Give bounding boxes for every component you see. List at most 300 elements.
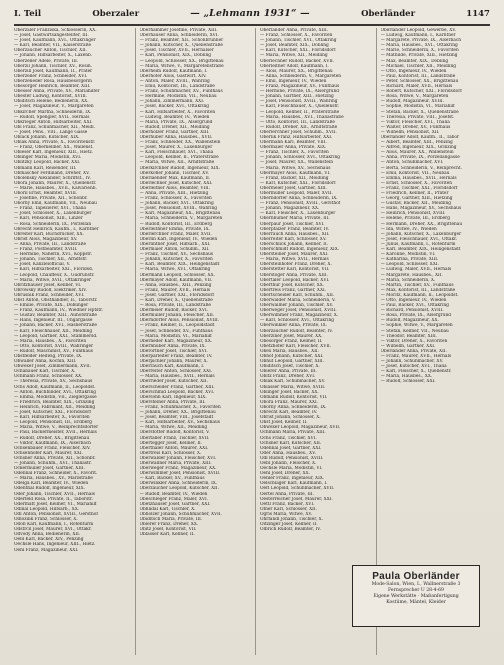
directory-entry: Obierer Anna, Private, III. [260,369,317,375]
directory-entry: Obermann Leopold, Schlosser, XX. [139,272,215,278]
directory-entry: Ofner Karl, Schlosser, XII. [260,506,317,512]
directory-entry: Oberortner Josef, Tischler, XVI. [139,348,208,354]
directory-entry: — Karl, Hilfsarbeiter, X., Favoriten [139,109,216,115]
directory-entry: — Viktor, Kaufmann, IX., Alserbach [14,440,91,446]
directory-entry: — Franz, Oberkellner, XX., Wallenst. [14,145,94,151]
directory-entry: — Leopold, Schlosser, XXI. [380,262,439,268]
directory-entry: Oberthür Josef, Kutscher, XX. [260,282,325,288]
directory-entry: — Ludwig, Kaufmann, I., Kärntner [380,33,456,39]
directory-entry: — Johann, Dreher, XX., Brigittenau [139,410,216,416]
directory-entry: Oberleithner Emma, Private, IX. [139,226,210,232]
directory-entry: — Franz, Schneider, XX., Wallenstein [139,140,221,146]
directory-entry: Obmann Karl, Reisender, III. [14,165,77,171]
directory-entry: Obst Anton, Obsthändler, II., Taborstr. [14,297,98,303]
directory-entry: — Johann, Schlosser, XVI., Ottakring [260,155,340,161]
directory-entry: — Karl, Pensionist, XIII., Linzer [14,216,83,222]
directory-entry: — Franz, Tischler, XXI., Floridsdorf [380,185,458,191]
directory-entry: Obierer Franz, Dreher, XX. [139,522,199,528]
directory-entry: Oberlechner Josef, Kutscher, XXI. [139,180,213,186]
directory-entry: Obora Franz, Maurer, XXI. [260,399,319,405]
directory-entry: Obersteiner Josef, Maurer, XXI. [260,252,329,258]
directory-entry: — Maria, Hausbes., XX. [380,374,433,380]
directory-entry: Obholzer Johann, Schuhmacher, XVII. [139,511,222,517]
directory-entry: — Richard, Maler, XVII., Hernals [380,84,453,90]
directory-entry: — Karl, Hilfsarbeiter, X., Favoriten [14,415,90,421]
directory-entry: — Karl, Beamter, VII., Kaiserstraße [14,43,92,49]
directory-entry: — Karl, Dreher, X., Quellenstraße [139,297,213,303]
directory-entry: Obermeier Rudolf, Bäcker, XVI. [139,308,209,314]
directory-entry: — Maria, Witwe, XVII., Ottakringer [14,277,92,283]
directory-entry: — Otto, Ingenieur, IV., Wieden [380,297,447,303]
directory-entry: Oberziner Josef, Maurer, XX. [260,333,323,339]
directory-entry: Obermüller Johann, Fleischer, XII. [139,313,215,319]
directory-entry: — Emil, Kontorist, VII., Neubau [380,170,450,176]
directory-entry: — Rudolf, Spengler, XVII., Hernals [14,114,90,120]
directory-entry: Oettl Franz, Bäcker, XVI. [260,501,315,507]
directory-entry: — Johann, Kutscher, X., Quellenstraße [139,43,223,49]
directory-entry: Obermayer Alois, Kaufmann, VI. [260,170,331,176]
directory-entry: — Franz, Kellner, II., Leopoldstadt [139,323,215,329]
advertisement-box [352,565,480,627]
directory-entry: Odehnal Josef, Gärtner, XXI. [260,445,322,451]
directory-entry: Oborny Emil, Kaufmann, VII., Neubau [14,201,97,207]
directory-entry: — Alois, Maurer, XX., Wallenstein [380,150,454,156]
directory-entry: — Alfred, Ingenieur, XIX., Grinzing [380,145,457,151]
directory-entry: Oberlaender Max, Kaufmann, II. [139,175,211,181]
directory-entry: Obmann Rudolf, Kontorist, VII. [260,394,328,400]
directory-entry: Obrecht Karl, Beamter, IV. [260,410,318,416]
directory-entry: Ochsenhofer Karl, Maurer, XXI. [14,450,83,456]
directory-entry: — Stefan, Bäcker, X., Quellenstraße [380,109,459,115]
directory-entry: — Josefine, Private, XII., Schönbr. [14,196,88,202]
directory-entry: — Albert, Beamter, XIII., Penzing [380,140,453,146]
advertisement-line: Mode-Salon, Wien, I., Wallnerstraße 3 [371,582,461,587]
directory-entry: — Johann, Hilfsarbeiter, X., Laxenb. [14,53,93,59]
directory-entry: Oberhofer Alois, Gastwirt, XIV. [139,73,207,79]
directory-entry: Odermatt Josef, Kellner, VI., Mariahilf [14,501,97,507]
directory-entry: Ockermüller Josef, Gärtner, XIII. [14,466,85,472]
directory-entry: — Josef, Maurer, X., Laxenburger [139,145,213,151]
directory-entry: — Karl, Kutscher, XXI., Floridsdorf [260,48,336,54]
directory-entry: Obermann Karl, Beamter, VIII. [260,140,327,146]
directory-entry: — Ernst, Schlosser, X., Favoriten [380,180,453,186]
directory-entry: Oberschmidt Rudolf, Ingenieur, XIX. [260,247,340,253]
header-rule [14,24,490,26]
directory-entry: — Maria, Witwe, V., Reinprechtsdorfer [14,425,99,431]
directory-entry: — Maria, Hausbes., XVI., Thaliastraße [260,114,344,120]
directory-entry: Oberzaucher Anton, Tischler, XII. [14,48,87,54]
column-1 [14,28,129,655]
directory-entry: — Josef, Pensionist, XVIII., Währing [260,99,338,105]
directory-entry: — Johann, Bäcker, XVI., Hasnerstraße [14,323,97,329]
directory-entry: — Maria, Schneiderin, V., Margareten [139,216,223,222]
directory-entry: — Theresia, Private, XV., Sechshaus [14,379,93,385]
directory-entry: Ochsner Anna, Private, XII., Schönbr. [14,455,96,461]
directory-entry: Obertreis Franz, Gärtner, XXI. [260,287,327,293]
directory-entry: — Maria, Witwe, XII., Meidling [260,53,328,59]
directory-entry: Obrist Alois, Magazineur, XV. [14,236,78,242]
directory-entry: — Otto, Kontorist, XVIII., Währinger [14,343,94,349]
directory-entry: Obermayer Adolf, Kaufmann, VII. [139,277,213,283]
directory-entry: Oberstöger Anna, Private, XIII. [260,272,328,278]
directory-entry: — Gustav, Beamter, XIII., Auhofstraße [14,313,97,319]
directory-entry: Ogris Maria, Witwe, XV. [260,511,313,517]
directory-entry: Obersohn Karl, Ingenieur, XIX. [139,394,207,400]
directory-entry: Oblak Anna, Private, X., Favoritenstr. [14,140,96,146]
directory-entry: Oberzeller Franz, Schneider, XVI. [14,73,88,79]
directory-entry: Oberlerchner Josef, Schuhm., XVII. [260,129,337,135]
directory-entry: — Franz, Schlosser, X., Favoriten [139,196,212,202]
directory-entry: Obora Johann, Maurer, X., Quellenstr. [14,180,97,186]
directory-entry: Oberheim Rudolf, Kaufmann, I. [139,68,208,74]
part-label: I. Teil [14,9,42,19]
directory-entry: — Leopold, Chauffeur, X., Gudrunstr. [14,272,95,278]
directory-entry: Oberschmid Leopold, Bäcker, XVI. [139,389,215,395]
directory-entry: — Franz, Beamter, XII., Schönbrunner [139,38,224,44]
directory-entry: Ochsner Karl, Kutscher, XII. [260,440,322,446]
directory-entry: Oberzaucher Leopold, Kutscher, XII. [139,486,219,492]
directory-entry: — Paul, Bäcker, XVI., Ottakring [380,303,449,309]
directory-entry: — Josef, Kutscher, XVI., Thalia [380,364,447,370]
directory-entry: Obst Josef, Kellner, II. [260,420,308,426]
directory-entry: Oberzaucher Rudolf, Beamter, IV. [260,328,333,334]
directory-entry: — Josef, Beamter, XIX., Döbling [260,43,329,49]
directory-entry: Oelschläger Karl, Kaufmann, I. [260,481,328,487]
directory-entry: Oblitzky Leopold, Bäcker, XXI. [14,160,81,166]
directory-entry: Oder Anna, Hausbes., XV. [260,450,316,456]
directory-entry: Ochs Adolf, Kaufmann, II., Leopoldst. [14,384,96,390]
directory-entry: Odelga Karl, Beamter, IV., Wieden [14,481,89,487]
directory-entry: — Leopold, Pensionist, III., Erdberg [14,420,93,426]
directory-entry: — Josef, Kutscher, XXI., Floridsdorf [14,410,91,416]
directory-entry: — Franz, Maurer, XVII., Hernals [380,354,452,359]
directory-entry: Oberzil Johann, Tischler, XV., Rosin. [14,63,93,69]
directory-entry: — Ludwig, Maler, XVII., Hernals [380,267,452,273]
directory-entry: Obetzhofer Karl, Fleischer, XVII. [260,343,332,349]
running-title: — „Lehmann 1931“ — [190,8,310,19]
directory-entry: Oebl Karl, Bäcker, XIV., Penzing [14,537,84,543]
directory-entry: — Karl, Pensionist, XIX., Döbling [139,53,212,59]
directory-entry: — Max, Kontorist, III., Landstraße [380,287,456,293]
directory-entry: — Paul, Bäckermeister, XVII., Hernals [14,430,97,436]
directory-entry: — Josef, Maurer, XX., Wallenstein [260,160,334,166]
directory-entry: Odl Rudolf, Pensionist, XVIII. [260,455,324,461]
directory-entry: — Karl, Magazineur, XX., Brigittenau [139,211,221,217]
directory-entry: — Johann, Tischler, XVI., Ottakring [260,38,337,44]
right-section-label: Oberländer [361,9,416,19]
directory-entry: Oberstetter Karl, Kontorist, VII. [260,267,330,273]
directory-entry: Ochs Franz, Tischler, XVI. [260,435,317,441]
directory-entry: — Rosa, Schneiderin, IX., Porzellan [14,221,92,227]
directory-entry: — Maria, Witwe, XV., Sechshaus [260,165,331,171]
directory-entry: — Sophie, Modistin, VI., Mariahilf [380,104,455,110]
directory-entry: Odlozilik Franz, Schlosser, X. [14,517,78,522]
directory-entry: — Alois, Maurer, XX., Brigittenau [260,68,333,74]
directory-entry: Obersteiner Anna, Private, III. [139,399,206,405]
directory-entry: — Karl, Fleischhauer, X., Quellenstr. [260,104,340,110]
directory-entry: — Maria, Witwe, XII., Arndtstraße [139,160,215,166]
directory-entry: — Rosa, Private, III., Landstraße [139,303,211,309]
directory-entry: — Franz, Maurer, XVII., Hernals [139,287,211,293]
directory-entry: — Rosa, Witwe, V., Margareten [380,94,449,100]
directory-entry: Obrusnik Franz, Schneider, XVI. [14,292,85,298]
directory-entry: Obiditsch Helene, Bedienerin, XX. [14,99,89,105]
directory-entry: Oberneder Karl, Magazineur, XX. [139,338,213,344]
directory-entry: — Margarete, Private, IX., Alserbach [380,38,462,44]
directory-entry: — Josef, Gärtner, XXI., Floridsdorf [139,292,215,298]
directory-entry: Oblack Johann, Kutscher, XIX. [14,134,80,140]
directory-entry: Oder Johann, Tischler, XVII., Hernals [14,491,95,497]
directory-entry: — Rudolf, Kontorist, III., Erdberg [139,221,213,227]
directory-entry: — Johann, Tischler, XII., Arndtstr. [14,257,88,263]
advertisement-name: Paula Oberländer [372,571,460,582]
directory-entry: — Franz, Schuhmacher, XV., Fünfhaus [139,89,223,95]
directory-entry: — Franz, Pensionist, XVIII., Gersthof [260,201,341,207]
directory-entry: — Emma, Modistin, VII., Zieglergasse [14,394,97,400]
directory-entry: Oberpichler Johann, Maurer, X. [139,359,208,365]
directory-entry: Oberwinkler Anna, Private, IX. [260,323,327,329]
directory-entry: — Leopold, Kellner, II., Praterstraße [260,109,340,115]
directory-entry: — Wilhelm, Gärtner, XXI. [380,343,436,349]
directory-entry: Odstrcil Josef, Maurer, XVI., Ottakr. [14,527,92,533]
directory-entry: Obersteinhofer Franz, Dreher, X. [260,262,332,268]
directory-entry: — Mathilde, Private, XIII., Hietzing [380,53,458,59]
directory-entry: Oberpaur Josef, Tischler, XVI. [260,221,325,227]
directory-entry: — Karl, Beamter, XIX., Heiligenstadt [139,262,220,268]
advertisement-line: Kostüme, Mäntel, Kleider [386,600,446,605]
directory-entry: — Maria, Modistin, VI., Mariahilf [139,333,212,339]
directory-entry: — Friedrich, Beamter, XIX., Grinzing [14,399,95,405]
directory-entry: Obwexer Leopold, Magazineur, XVII. [260,425,341,431]
directory-entry: Oboril Ernst, Beamter, XVIII. [14,191,78,196]
directory-entry: Oberstötter Rudolf, Kontorist, V. [139,430,210,436]
directory-entry: Ohrfandl Johann, Tischler, X. [260,517,323,522]
advertisement-line: Fernsprecher U 28-4-69 [388,588,444,593]
directory-entry: — Karl, Bäcker, XV., Fünfhaus [139,476,205,482]
directory-entry: — Wilhelm, Pensionist, XII. [380,129,440,135]
directory-entry: — Rudolf, Beamter, IV., Wieden [139,491,208,497]
column-4 [376,28,491,655]
directory-entry: Oberndorfer Alois, Pensionist, XVIII. [139,318,220,324]
directory-entry: Oberpfalzer Franz, Beamter, IV. [260,226,330,232]
directory-entry: — Josef, Magazineur, V., Margareten [14,104,94,110]
directory-entry: Obitz Franz, Dreher, XVI. [260,374,316,380]
directory-entry: Obex Maria, Hausbes., XII. [260,348,319,354]
directory-entry: — Anna, Private, III., Landstraße [14,241,86,247]
directory-entry: — Rudolf, Magazineur, XVIII. [380,99,444,105]
directory-entry: — Johann, Magazineur, XX. [260,206,320,212]
directory-entry: Oehl Josef, Dreher, XX. [260,471,310,477]
directory-entry: — Josef, Kanzleiofficial, V. [14,262,71,268]
directory-entry: — Friedrich, Kellner, II., Prater [380,191,449,196]
directory-entry: Ochabauer Karl, Tischler, X. [14,369,76,375]
directory-entry: Oberrauch Anna, Hausbes., XII. [260,231,330,237]
directory-entry: — Johann, Gärtner, XIII., Hietzing [260,94,334,100]
directory-entry: — Rosa, Private, IX., Alsergrund [380,313,452,319]
directory-entry: — Karl, Kutscher, XXI., Floridsdorf [260,180,336,186]
directory-entry: — Franz, Kaufmann, IV., Wiedner Hptstr. [14,308,104,314]
directory-entry: Oberndorfer Anna, Schneiderin, IX. [260,196,338,202]
directory-entry: Oberlik Franz, Hilfsarbeiter, XXI. [260,134,333,140]
directory-entry: Oblasser Maria, Witwe, XVIII. [260,384,326,390]
directory-entry: Obernhuber Anna, Private, IX. [139,343,206,349]
directory-entry: Obrecht Heinrich, Kaufm., I., Kärntner [14,226,99,232]
directory-entry: — Josef, Pensionist, XVIII., Währing [139,206,218,212]
directory-entry: — Franz, Magazineur, XV., Fünfhaus [260,84,340,90]
directory-entry: Oberzeneder Rosa, Hausbesorgerin [14,78,92,84]
directory-entry: — Johann, Kutscher, X., Laxenburger [380,231,462,237]
directory-entry: Obitz Josef, Kontorist, VII. [139,527,197,533]
directory-entry: Oberparleiter Franz, Beamter, IV. [139,354,213,359]
directory-entry: — Ludwig, Beamter, IV., Wieden [139,114,210,120]
directory-entry: — Otto, Kontorist, III., Landstraße [260,119,335,125]
directory-entry: Odvody Anna, Bedienerin, XII. [14,532,81,538]
left-section-label: Oberzaler [92,9,140,19]
directory-entry: Obrist Johann, Schlosser, X. [260,415,321,421]
directory-entry: — Josef, Pens., VIII., Lange Gasse [14,129,88,135]
directory-entry: Obritzhauser Josef, Kellner, VI. [14,282,82,288]
directory-entry: Oertel Anna, Private, III. [260,491,314,497]
directory-entry: — Martin, Tischler, XV., Fünfhaus [380,282,454,288]
directory-entry: Obmascher Ferdinand, Dreher, XV. [14,170,90,176]
directory-entry: Obkircher Martha, Schneiderin, IX. [14,109,92,115]
directory-entry: — Hermine, Private, IX., Alsergrund [260,89,340,95]
page-header [14,8,490,24]
directory-entry: Oesterreicher Josef, Maurer, XXI. [260,496,333,502]
directory-entry: Obertegger Josef, Kellner, II. [139,440,203,446]
directory-entry: — Josef, Schneider, XV., Fünfhaus [139,328,213,334]
directory-entry: — Hermine, Modistin, VII., Neubau [139,94,217,100]
directory-entry: Obwexer Josef, Zimmermann, XVII. [14,364,92,370]
directory-entry: Olbrich Rudolf, Beamter, IV. [260,527,321,533]
directory-entry: Oberwalder Maria, Schneiderin, V. [260,297,336,303]
directory-entry: Obetzhauser Josef, Gärtner, XXI. [139,501,211,507]
directory-entry: — Moritz, Kaufmann, II., Leopoldst. [380,292,459,298]
directory-entry: Obhof Johann, Kutscher, XXI. [260,354,324,359]
directory-entry: — Franz, Tischler, X., Favoriten [260,150,329,156]
directory-entry: — Maria, Witwe, XII., Meidling [139,425,208,431]
directory-entry: — Karl, Schlosser, XVI., Ottakring [260,318,334,324]
directory-entry: Obkrieger Anton, Hilfsarbeiter, XXI. [14,119,93,125]
directory-entry: Oberländer Anna, Private, XIII. [260,28,329,33]
directory-entry: — Anton, Schuhmacher, XVI. [380,160,444,166]
directory-entry: — Rudolf, Dreher, XX., Brigittenau [14,435,90,441]
directory-entry: Oblasser Karl, Kellner, II. [139,532,195,538]
directory-entry: — Michael, Tischler, XII., Meidling [380,63,457,69]
directory-entry: Obreiter Karl, Buchdrucker, XX. [14,231,84,237]
directory-entry: Obertreis Karl, Schlosser, X. [139,450,202,456]
directory-entry: Oberzill Josef, Kaufmann, II., Prater [14,68,93,74]
directory-entry: — Helene, Private, III., Erdberg [380,216,450,222]
directory-entry: Obhlidal Karl, Tischler, X. [139,506,196,512]
directory-entry: — Maria, Hausbes., X., Favoriten [14,338,87,344]
directory-entry: — Hans, Ingenieur, III., Ungargasse [14,318,93,324]
directory-entry: — Gustav, Bäcker, XII., Meidling [380,201,451,207]
directory-entry: Oberzeller Adele, Private, III. [14,58,79,64]
directory-entry: — Karl, Fleischhauer, XII., Meidling [14,328,93,334]
directory-entry: Oberhammer Josefine, Private, XIII. [139,28,218,33]
directory-entry: Obesorger Heinrich, Beamter, XIII. [14,84,91,90]
directory-entry: — Anton, Buchbinder, XVI., Ottakring [14,389,96,395]
directory-entry: Oberhuber Anna, Hausbes., XVII. [139,134,213,140]
directory-entry: — Theodor, Beamter, XIII. [380,333,438,339]
directory-entry: Oblak Karl, Schuhmacher, XV. [260,379,326,385]
directory-entry: — Heinrich, Fabrikant, XII., Meidling [14,404,96,410]
directory-entry: Obesorger Franz, Kellner, II. [260,338,323,344]
directory-entry: — Leopold, Schlosser, XX., Brigittenau [139,58,224,64]
directory-entry: — Franz, Bäcker, XII., Meidling [260,175,329,181]
directory-entry: Oberrieder Josef, Kutscher, XII. [139,379,208,385]
directory-entry: Obolensky Alexander, Schriftst., IV. [14,175,91,181]
directory-entry: — Franz, Tapezierer, XVI., Thalia [14,206,86,212]
directory-entry: — Franz, Tischler, XV., Sechshaus [139,252,214,258]
directory-entry: — Josef, Bäcker, XVI., Ottakring [139,104,210,110]
directory-entry: Oberhauser Anna, Schneiderin, XVI. [139,33,219,39]
directory-entry: Obernhumer Maria, Private, III. [260,216,330,222]
directory-entry: Oehl Franz, Magazineur, XXI. [14,547,79,553]
directory-entry: Obrowsky Rudolf, Elektriker, XIV. [14,287,87,293]
directory-entry: Obermeier Josef, Gärtner, XIII. [260,185,327,191]
directory-entry: Oitzinger Josef, Kellner, II. [260,522,318,528]
directory-entry: — Hans, Magazineur, XV., Sechshaus [380,206,462,212]
advertisement-line: Eigene Werkstätte · Maßanfertigung [373,594,459,599]
directory-entry: Odinal Leopold, Hilfsarb., XX. [14,506,80,512]
directory-entry: Obiditsch Josef, Tischler, X. [260,364,320,370]
directory-entry: Odehnal Franz, Schneider, X., Favorit. [14,471,98,477]
directory-entry: — Rudolf, Maschinist, XV., Fünfhaus [14,348,93,354]
directory-entry: Obermaier Anton, Schuhm., XII. [139,247,210,253]
directory-entry: — Margarete, Hausbes., XII. [380,272,443,278]
directory-entry: — Johann, Schuhmacher, XV. [380,359,444,365]
directory-entry: — Anna, Hausbes., XIII., Penzing [139,282,212,288]
directory-entry: Oberlin Karl, Ingenieur, IV., Wieden [139,236,218,242]
directory-entry: Oberweger Franz, Magazineur, XX. [139,466,217,472]
directory-entry: — Karl, Hilfsarbeiter, XV., Sechshaus [139,420,220,426]
directory-entry: Oebl Johann, Fleischer, X. [260,460,317,466]
directory-entry: Obiditsch Maria, Private, III. [139,517,203,522]
directory-entry: — Anna, Schneiderin, V., Margareten [260,73,342,79]
directory-entry: Oberleitner Adolf, Kaufmann, I. [260,63,329,69]
directory-entry: Oberholzer Franz, Gärtner, XIII. [139,129,210,135]
directory-columns [14,28,490,655]
directory-entry: — Peter, Schlosser, XX., Brigittenau [380,78,459,84]
directory-entry: Obertscheider Karl, Schuhm., XII. [260,292,335,298]
directory-entry: — Max, Beamter, XIX., Döbling [380,58,449,64]
directory-entry: Odl Anton, Pensionist, XVIII., Gersthof [14,511,98,517]
directory-entry: — Georg, Gärtner, XIII., Hietzing [380,196,453,202]
directory-entry: Obl Franz, Schuhmacher, XII., Meidl. [14,124,96,130]
directory-entry: Oechsle Maria, Modistin, VI. [260,466,323,472]
directory-entry: — Franz, Schuhmacher, X., Favoriten [139,404,221,410]
directory-entry: — Karl, Hilfsarbeiter, XXI., Floridsd. [14,267,94,273]
directory-entry: — Richard, Pensionist, XVIII. [380,308,444,314]
directory-entry: — Maria, Schneiderin, X. [380,277,436,283]
directory-entry: — Rudolf, Schlosser, XXI. [380,379,436,385]
directory-entry: Obesser Anna, Private, XV., Mariahilfer [14,89,100,95]
directory-entry: Obwaller Anna, Köchin, XIII. [14,359,77,365]
directory-entry: Oberwallner Maria, Private, XIII. [139,460,212,466]
directory-entry: Oblinger Josef, Bäcker, XX. [260,389,319,395]
directory-entry: — Viktor, Dreher, X., Favoriten [380,338,448,344]
directory-entry: — Anna, Private, XIII., Hietzing [139,191,209,196]
directory-entry: Obertaller Franz, Tischler, XVII. [139,435,210,441]
directory-entry: — Maria, Witwe, V., Margaretenstraße [139,63,224,69]
directory-entry: Ochmann Franz, Schlosser, XX. [14,374,83,380]
directory-entry: — Maria, Hausbes., XVII., Hernals [139,374,215,380]
directory-entry: — Karl, Fleischer, X., Quellenstr. [380,369,452,375]
directory-entry: Oberlerchner Franz, Maler, XVII. [139,231,212,237]
directory-entry: — Karl, Fleischhauer, XVI., Thalia [139,150,214,156]
